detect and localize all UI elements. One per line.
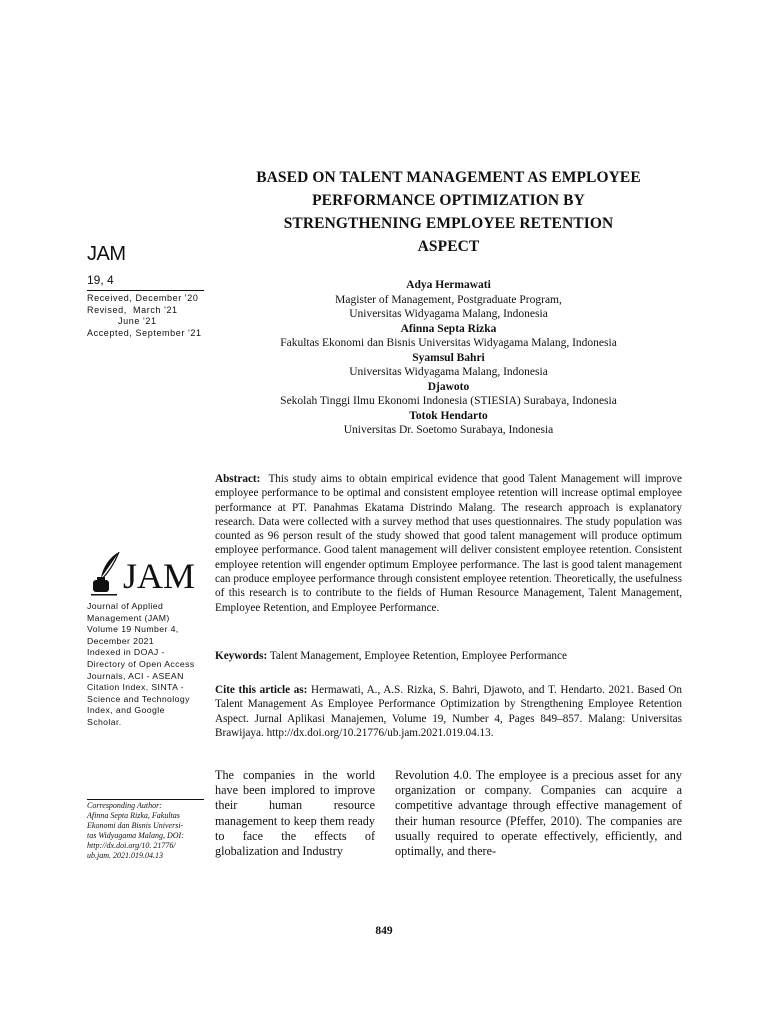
info-line: Science and Technology bbox=[87, 693, 190, 704]
author-list bbox=[215, 278, 682, 438]
abstract-text: This study aims to obtain empirical evidence that good Talent Management will improve employee performance to be optimal and consistent employee retention will increase optimal employee performance at PT. Panahmas Ekatama Distrindo Malang. The research approach is explanatory research. Data were collected with a survey method that uses questionnaires. The study population was counted as 96 person result of the study showed that good talent management will produce optimum employee performance. Good talent management will deliver consistent employee retention. Consistent employee retention will engender optimum Employee performance. The last is good talent management can produce employee performance through consistent employee retention. Theoretically, the usefulness of this research is to contribute to the fields of Human Resource Management, Talent Management, Employee Retention, and Employee Performance. bbox=[215, 473, 682, 614]
info-line: Scholar. bbox=[87, 716, 122, 727]
corr-line: http://dx.doi.org/10. 21776/ bbox=[87, 841, 176, 850]
title-line-4: ASPECT bbox=[417, 238, 480, 255]
keywords-text: Talent Management, Employee Retention, Employee Performance bbox=[269, 650, 567, 662]
abstract-label: Abstract: bbox=[215, 473, 261, 485]
body-column-right: Revolution 4.0. The employee is a precious asset for any organization or company. Companies can acquire a competitive advantage through effective management of their human resource (Pfeffer, 2010). The companies are usually required to operate effectively, efficiently, and optimally, and there- bbox=[395, 768, 682, 859]
author-name: Adya Hermawati bbox=[406, 279, 491, 291]
author-affiliation: Universitas Dr. Soetomo Surabaya, Indonesia bbox=[343, 424, 554, 436]
info-line: Journals, ACI - ASEAN bbox=[87, 670, 184, 681]
corr-line: Afinna Septa Rizka, Fakultas bbox=[87, 811, 180, 820]
quill-inkpot-icon bbox=[89, 548, 199, 598]
title-line-2: PERFORMANCE OPTIMIZATION BY bbox=[312, 192, 585, 209]
info-line: Volume 19 Number 4, bbox=[87, 624, 179, 635]
journal-info bbox=[87, 601, 207, 729]
keywords bbox=[215, 649, 682, 663]
author-affiliation: Universitas Widyagama Malang, Indonesia bbox=[349, 366, 548, 378]
author-affiliation: Sekolah Tinggi Ilmu Ekonomi Indonesia (STIESIA) Surabaya, Indonesia bbox=[280, 395, 617, 407]
author-name: Djawoto bbox=[427, 380, 470, 393]
info-line: December 2021 bbox=[87, 635, 155, 646]
volume-issue: 19, 4 bbox=[87, 273, 114, 287]
article-title bbox=[215, 166, 682, 258]
author-affiliation: Magister of Management, Postgraduate Program, bbox=[335, 293, 562, 306]
submission-dates bbox=[87, 293, 202, 339]
logo-text: JAM bbox=[123, 556, 196, 596]
citation bbox=[215, 683, 682, 740]
info-line: Directory of Open Access bbox=[87, 658, 195, 669]
info-line: Index, and Google bbox=[87, 705, 165, 716]
body-column-left: The companies in the world have been implored to improve their human resource management to keep them ready to face the effects of globalization and Industry bbox=[215, 768, 375, 859]
sidebar-divider-bottom bbox=[87, 799, 204, 800]
date-accepted: Accepted, September '21 bbox=[87, 327, 202, 338]
page-number: 849 bbox=[375, 925, 393, 937]
author-name: Syamsul Bahri bbox=[412, 351, 485, 364]
cite-label: Cite this article as: bbox=[215, 684, 308, 696]
sidebar-divider-top bbox=[87, 290, 204, 291]
author-name: Totok Hendarto bbox=[409, 409, 488, 422]
keywords-label: Keywords: bbox=[215, 650, 268, 662]
date-revised: Revised, March '21 bbox=[87, 304, 178, 315]
date-received: Received, December '20 bbox=[87, 293, 199, 303]
corresponding-author bbox=[87, 801, 207, 861]
title-line-1: BASED ON TALENT MANAGEMENT AS EMPLOYEE bbox=[256, 169, 641, 186]
corr-line: ub.jam. 2021.019.04.13 bbox=[87, 851, 163, 860]
author-name: Afinna Septa Rizka bbox=[400, 322, 497, 335]
corr-line: tas Widyagama Malang, DOI: bbox=[87, 831, 184, 840]
info-line: Indexed in DOAJ - bbox=[87, 647, 165, 658]
cite-text: Hermawati, A., A.S. Rizka, S. Bahri, Djawoto, and T. Hendarto. 2021. Based On Talent Management As Employee Performance Optimization by Strengthening Employee Retention Aspect. Jurnal Aplikasi Manajemen, Volume 19, Number 4, Pages 849–857. Malang: Universitas Brawijaya. http://dx.doi.org/10.21776/ub.jam.2021.019.04.13. bbox=[215, 684, 683, 739]
corr-line: Ekonomi dan Bisnis Universi- bbox=[87, 821, 184, 830]
info-line: Management (JAM) bbox=[87, 612, 170, 623]
abstract bbox=[215, 472, 682, 615]
title-line-3: STRENGTHENING EMPLOYEE RETENTION bbox=[283, 215, 614, 232]
info-line: Journal of Applied bbox=[87, 601, 164, 611]
info-line: Citation Index, SINTA - bbox=[87, 682, 184, 693]
corr-line: Corresponding Author: bbox=[87, 801, 162, 810]
journal-abbreviation: JAM bbox=[87, 243, 126, 265]
author-affiliation: Universitas Widyagama Malang, Indonesia bbox=[349, 308, 548, 320]
date-revised-2: June '21 bbox=[87, 316, 157, 326]
jam-logo bbox=[89, 548, 199, 598]
author-affiliation: Fakultas Ekonomi dan Bisnis Universitas Widyagama Malang, Indonesia bbox=[280, 337, 617, 349]
